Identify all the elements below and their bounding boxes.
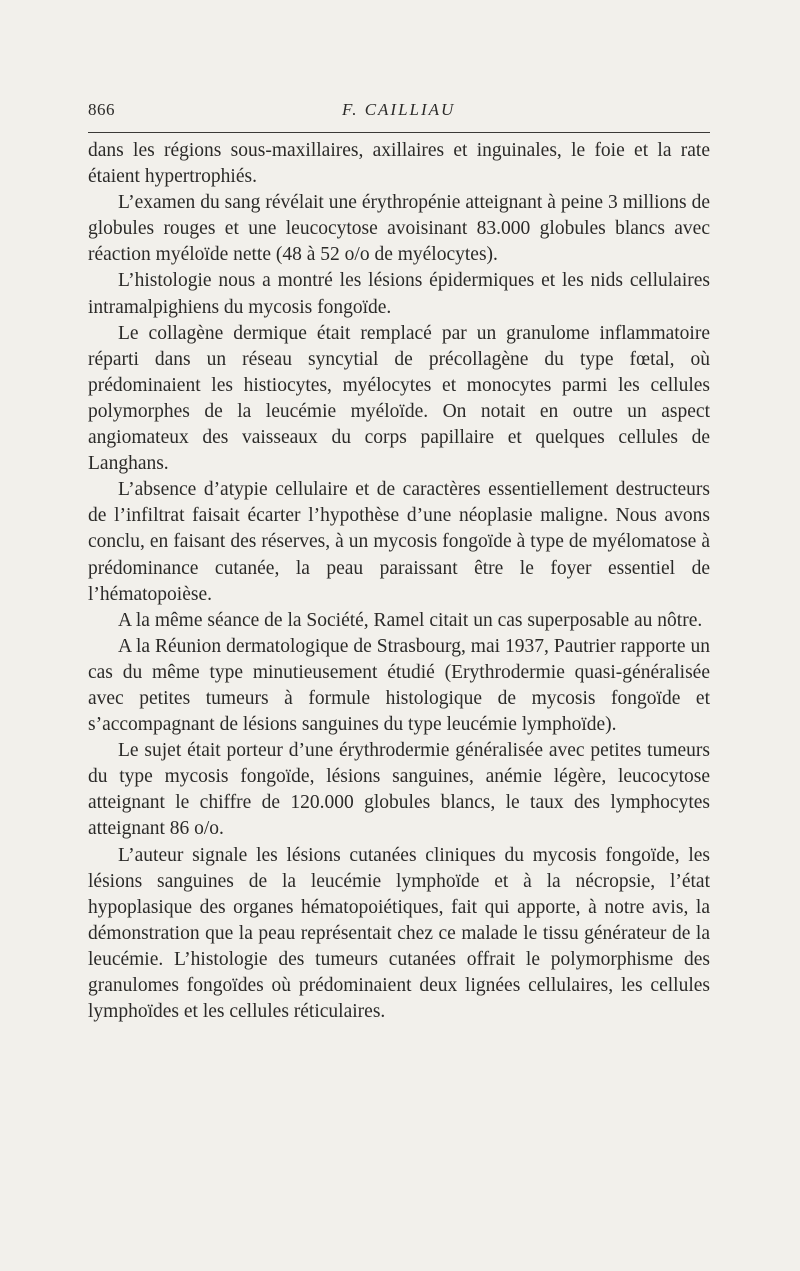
paragraph-ramel: A la même séance de la Société, Ramel citait un cas superposable au nôtre. [118, 609, 703, 631]
page-header [88, 100, 710, 124]
running-head: F. CAILLIAU [342, 100, 456, 119]
paragraph-author: L’auteur signale les lésions cutanées cliniques du mycosis fongoïde, les lésions sanguines de la leucémie lymphoïde et à la nécropsie, l’état hypoplasique des organes hématopoiétiques, fait qui apporte, à notre avis, la démonstration que la peau représentait chez ce malade le tissu générateur de la leucémie. L’histologie des tumeurs cutanées offrait le polymorphisme des granulomes fongoïdes où prédominaient deux lignées cellulaires, les cellules lymphoïdes et les cellules réticulaires. [88, 844, 710, 1023]
paragraph-blood-exam: L’examen du sang révélait une érythropénie atteignant à peine 3 millions de globules rouges et une leucocytose avoisinant 83.000 globules blancs avec réaction myéloïde nette (48 à 52 o/o de myélocytes). [88, 192, 710, 266]
paragraph-collagen: Le collagène dermique était remplacé par un granulome inflammatoire réparti dans un réseau syncytial de précollagène du type fœtal, où prédominaient les histiocytes, myélocytes et monocytes parmi les cellules polymorphes de la leucémie myéloïde. On notait en outre un aspect angiomateux des vaisseaux du corps papillaire et quelques cellules de Langhans. [88, 322, 710, 475]
header-rule [88, 132, 710, 133]
page-number: 866 [88, 100, 115, 119]
paragraph-subject: Le sujet était porteur d’une érythrodermie généralisée avec petites tumeurs du type mycosis fongoïde, lésions sanguines, anémie légère, leucocytose atteignant le chiffre de 120.000 globules blancs, le taux des lymphocytes atteignant 86 o/o. [88, 740, 710, 840]
body-text [88, 138, 710, 1025]
paragraph-conclusion: L’absence d’atypie cellulaire et de caractères essentiellement destructeurs de l’infiltrat faisait écarter l’hypothèse d’une néoplasie maligne. Nous avons conclu, en faisant des réserves, à un mycosis fongoïde à type de myélomatose à prédominance cutanée, la peau paraissant être le foyer essentiel de l’hématopoièse. [88, 479, 710, 605]
paragraph-continued: dans les régions sous-maxillaires, axillaires et inguinales, le foie et la rate étaient hypertrophiés. [88, 140, 710, 188]
paragraph-histology: L’histologie nous a montré les lésions épidermiques et les nids cellulaires intramalpighiens du mycosis fongoïde. [88, 270, 710, 318]
paragraph-pautrier: A la Réunion dermatologique de Strasbourg, mai 1937, Pautrier rapporte un cas du même type minutieusement étudié (Erythrodermie quasi-généralisée avec petites tumeurs à formule histologique de mycosis fongoïde et s’accompagnant de lésions sanguines du type leucémie lymphoïde). [88, 635, 710, 736]
